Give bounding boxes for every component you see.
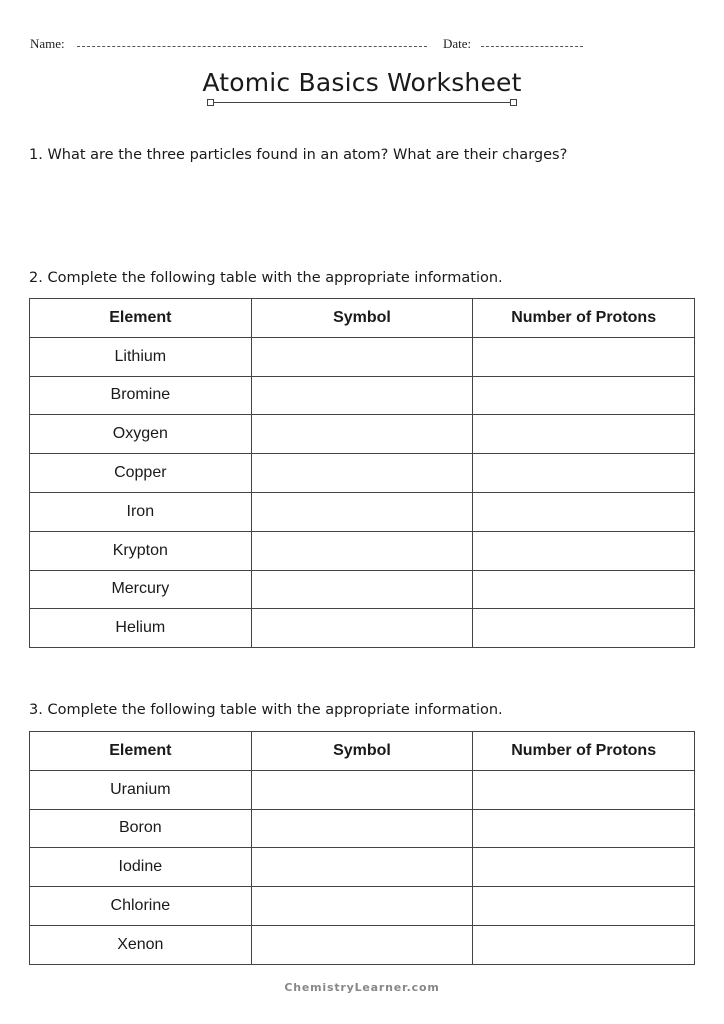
- question-3: 3. Complete the following table with the appropriate information.: [29, 702, 503, 718]
- title-handle-right: [510, 99, 517, 106]
- table-row: [30, 337, 695, 376]
- table-row: [30, 925, 695, 964]
- protons-cell[interactable]: [473, 770, 695, 809]
- element-cell: Boron: [30, 809, 252, 848]
- symbol-cell[interactable]: [251, 415, 473, 454]
- table-row: [30, 454, 695, 493]
- protons-cell[interactable]: [473, 848, 695, 887]
- symbol-cell[interactable]: [251, 492, 473, 531]
- answer-area-1[interactable]: [29, 172, 695, 252]
- name-field[interactable]: [77, 46, 427, 47]
- date-field[interactable]: [481, 46, 583, 47]
- table-header-row: [30, 732, 695, 771]
- element-cell: Chlorine: [30, 887, 252, 926]
- element-cell: Helium: [30, 609, 252, 648]
- table-2: [29, 731, 695, 965]
- protons-cell[interactable]: [473, 531, 695, 570]
- symbol-cell[interactable]: [251, 337, 473, 376]
- title-handle-left: [207, 99, 214, 106]
- table-row: [30, 492, 695, 531]
- protons-cell[interactable]: [473, 376, 695, 415]
- symbol-cell[interactable]: [251, 376, 473, 415]
- element-cell: Iron: [30, 492, 252, 531]
- protons-cell[interactable]: [473, 454, 695, 493]
- table-row: [30, 609, 695, 648]
- column-header-protons: Number of Protons: [473, 299, 695, 338]
- table-row: [30, 570, 695, 609]
- symbol-cell[interactable]: [251, 570, 473, 609]
- symbol-cell[interactable]: [251, 531, 473, 570]
- protons-cell[interactable]: [473, 492, 695, 531]
- protons-cell[interactable]: [473, 925, 695, 964]
- column-header-element: Element: [30, 732, 252, 771]
- name-label: Name:: [30, 36, 65, 51]
- symbol-cell[interactable]: [251, 809, 473, 848]
- element-cell: Copper: [30, 454, 252, 493]
- protons-cell[interactable]: [473, 337, 695, 376]
- column-header-element: Element: [30, 299, 252, 338]
- element-cell: Oxygen: [30, 415, 252, 454]
- table-row: [30, 531, 695, 570]
- page-title: Atomic Basics Worksheet: [202, 68, 522, 97]
- protons-cell[interactable]: [473, 570, 695, 609]
- symbol-cell[interactable]: [251, 887, 473, 926]
- table-row: [30, 887, 695, 926]
- protons-cell[interactable]: [473, 609, 695, 648]
- column-header-symbol: Symbol: [251, 732, 473, 771]
- element-cell: Uranium: [30, 770, 252, 809]
- table-row: [30, 376, 695, 415]
- table-row: [30, 415, 695, 454]
- table-header-row: [30, 299, 695, 338]
- table-row: [30, 770, 695, 809]
- element-cell: Krypton: [30, 531, 252, 570]
- symbol-cell[interactable]: [251, 609, 473, 648]
- symbol-cell[interactable]: [251, 454, 473, 493]
- protons-cell[interactable]: [473, 809, 695, 848]
- element-cell: Lithium: [30, 337, 252, 376]
- element-cell: Mercury: [30, 570, 252, 609]
- element-cell: Bromine: [30, 376, 252, 415]
- element-cell: Xenon: [30, 925, 252, 964]
- question-2: 2. Complete the following table with the appropriate information.: [29, 270, 503, 286]
- question-1: 1. What are the three particles found in an atom? What are their charges?: [29, 147, 568, 163]
- element-cell: Iodine: [30, 848, 252, 887]
- protons-cell[interactable]: [473, 887, 695, 926]
- table-1: [29, 298, 695, 648]
- symbol-cell[interactable]: [251, 848, 473, 887]
- footer-watermark: ChemistryLearner.com: [284, 981, 440, 994]
- date-label: Date:: [443, 36, 472, 51]
- table-row: [30, 809, 695, 848]
- column-header-protons: Number of Protons: [473, 732, 695, 771]
- table-row: [30, 848, 695, 887]
- protons-cell[interactable]: [473, 415, 695, 454]
- column-header-symbol: Symbol: [251, 299, 473, 338]
- symbol-cell[interactable]: [251, 925, 473, 964]
- title-underline: [211, 102, 513, 103]
- symbol-cell[interactable]: [251, 770, 473, 809]
